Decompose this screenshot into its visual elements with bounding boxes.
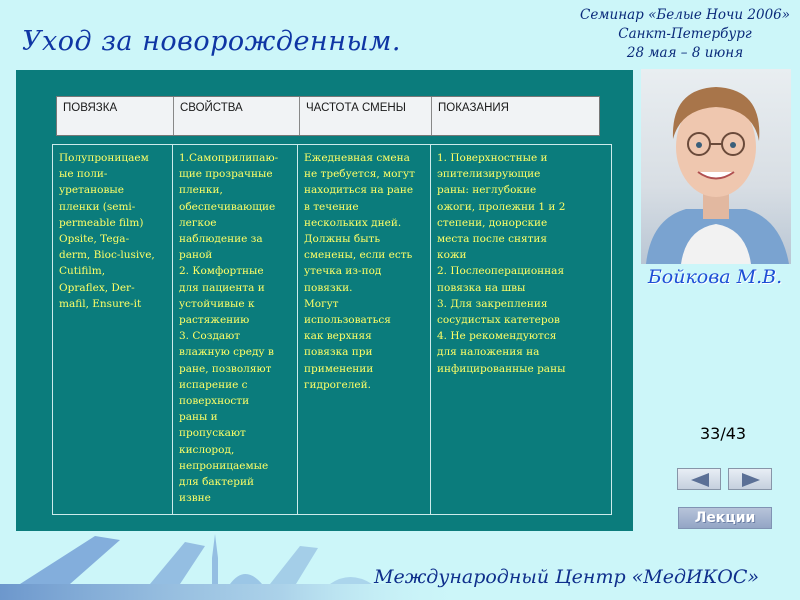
cell-dressing: Полупроницаем ые поли- уретановые пленки (semi- permeable film) Opsite, Tega- derm, Bioc-lusive, Cutifilm, Opraflex, Der- mafil, Ensure-it [53, 145, 173, 514]
previous-slide-button[interactable] [677, 468, 721, 490]
author-name: Бойкова М.В. [647, 266, 783, 288]
bridge-skyline-image [0, 528, 470, 600]
header-properties: СВОЙСТВА [174, 97, 300, 135]
cell-change-frequency: Ежедневная смена не требуется, могут находиться на ране в течение нескольких дней. Должны быть сменены, если есть утечка из-под повязки. Могут использоваться как верхняя повязка при применении гидрогелей. [298, 145, 431, 514]
header-indications: ПОКАЗАНИЯ [438, 102, 509, 114]
seminar-dates: 28 мая – 8 июня [626, 45, 744, 61]
seminar-info [560, 6, 800, 63]
next-slide-button[interactable] [728, 468, 772, 490]
table-header-row [56, 96, 600, 136]
cell-properties: 1.Самоприлипаю- щие прозрачные пленки, обеспечивающие легкое наблюдение за раной 2. Комфортные для пациента и устойчивые к растяжению 3. Создают влажную среду в ране, позволяют испарение с поверхности раны и пропускают кислород, непроницаемые для бактерий извне [173, 145, 298, 514]
arrow-left-icon [689, 472, 711, 488]
cell-indications: 1. Поверхностные и эпителизирующие раны: неглубокие ожоги, пролежни 1 и 2 степени, донорские места после снятия кожи 2. Послеоперационная повязка на швы 3. Для закрепления сосудистых катетеров 4. Не рекомендуются для наложения на инфицированные раны [437, 152, 566, 375]
page-counter: 33/43 [700, 424, 747, 443]
footer-organization: Международный Центр «МедИКОС» [374, 566, 760, 588]
header-dressing: ПОВЯЗКА [57, 97, 174, 135]
slide-title: Уход за новорожденным. [22, 26, 401, 57]
seminar-city: Санкт-Петербург [618, 26, 752, 42]
table-body-row [52, 144, 612, 515]
arrow-right-icon [740, 472, 762, 488]
author-photo [641, 69, 791, 264]
content-panel [16, 70, 633, 531]
lectures-button[interactable]: Лекции [678, 507, 772, 529]
seminar-name: Семинар «Белые Ночи 2006» [579, 7, 791, 23]
header-change-frequency: ЧАСТОТА СМЕНЫ [300, 97, 432, 135]
